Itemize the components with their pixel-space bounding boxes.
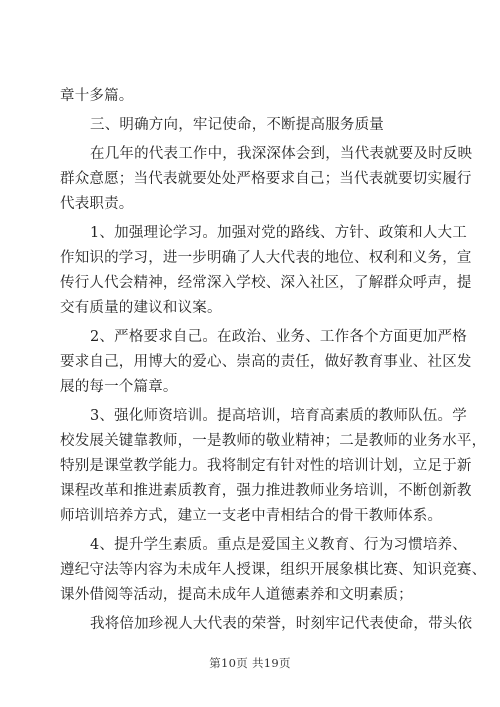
paragraph-line: 作知识的学习，进一步明确了人大代表的地位、权利和义务，宣 (60, 250, 472, 266)
paragraph-line: 展的每一个篇章。 (60, 379, 178, 395)
paragraph-line: 代表职责。 (60, 196, 134, 212)
paragraph-line: 章十多篇。 (60, 88, 134, 104)
paragraph-line: 校发展关键靠教师，一是教师的敬业精神；二是教师的业务水平， (60, 433, 487, 449)
paragraph-line: 交有质量的建议和议案。 (60, 300, 222, 316)
paragraph-line: 特别是课堂教学能力。我将制定有针对性的培训计划，立足于新 (60, 458, 472, 474)
paragraph-line: 课程改革和推进素质教育，强力推进教师业务培训，不断创新教 (60, 483, 472, 499)
paragraph-line: 群众意愿；当代表就要处处严格要求自己；当代表就要切实履行 (60, 171, 472, 187)
paragraph-line: 课外借阅等活动，提高未成年人道德素养和文明素质； (60, 587, 413, 603)
page-number-footer: 第10页 共19页 (209, 656, 291, 670)
paragraph-line: 在几年的代表工作中，我深深体会到，当代表就要及时反映 (90, 146, 473, 162)
paragraph-line: 遵纪守法等内容为未成年人授课，组织开展象棋比赛、知识竞赛、 (60, 562, 487, 578)
section-heading: 三、明确方向，牢记使命，不断提高服务质量 (90, 117, 384, 133)
paragraph-line: 要求自己，用博大的爱心、崇高的责任，做好教育事业、社区发 (60, 354, 472, 370)
paragraph-line: 1、加强理论学习。加强对党的路线、方针、政策和人大工 (90, 225, 467, 241)
paragraph-line: 4、提升学生素质。重点是爱国主义教育、行为习惯培养、 (90, 537, 467, 553)
paragraph-line: 2、严格要求自己。在政治、业务、工作各个方面更加严格 (90, 329, 467, 345)
document-body (60, 84, 487, 637)
paragraph-line: 传行人代会精神，经常深入学校、深入社区，了解群众呼声，提 (60, 275, 472, 291)
paragraph-line: 我将倍加珍视人大代表的荣誉，时刻牢记代表使命，带头依 (90, 616, 473, 632)
paragraph-line: 师培训培养方式，建立一支老中青相结合的骨干教师体系。 (60, 508, 443, 524)
paragraph-line: 3、强化师资培训。提高培训，培育高素质的教师队伍。学 (90, 408, 467, 424)
